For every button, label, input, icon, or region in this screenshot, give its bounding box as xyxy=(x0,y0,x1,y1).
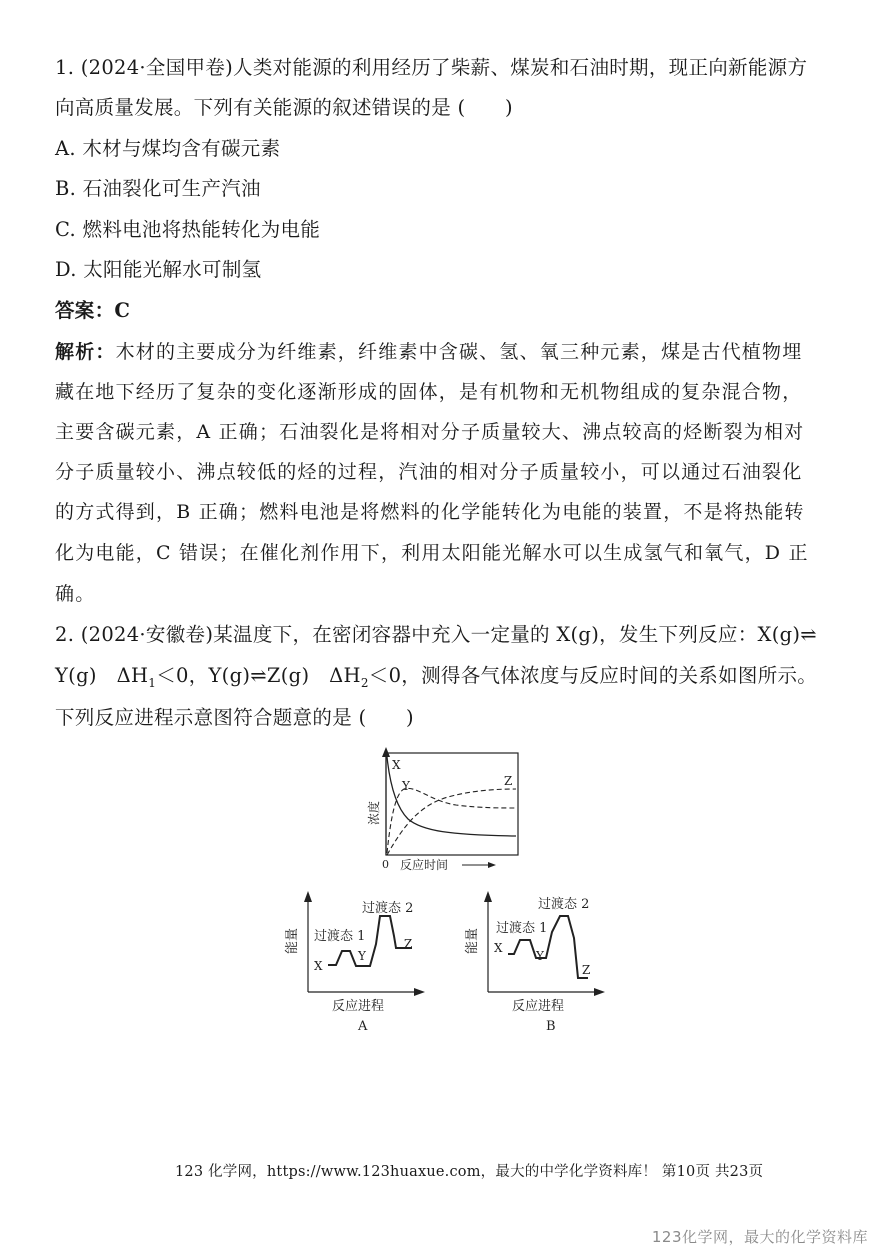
q1-analysis-line-4: 分子质量较小、沸点较低的烃的过程，汽油的相对分子质量较小，可以通过石油裂化 xyxy=(55,461,803,483)
energy-diagram-b xyxy=(462,888,612,1038)
series-z-label: Z xyxy=(504,774,513,788)
diagram-a-x-label: X xyxy=(314,959,323,973)
x-axis-label: 反应时间 xyxy=(400,858,449,872)
diagram-a-ts2-label: 过渡态 2 xyxy=(362,901,414,916)
q1-analysis-line-5: 的方式得到，B 正确；燃料电池是将燃料的化学能转化为电能的装置，不是将热能转 xyxy=(55,501,805,523)
q1-stem-line-1: 1. (2024·全国甲卷)人类对能源的利用经历了柴薪、煤炭和石油时期，现正向新能源方 xyxy=(55,56,808,79)
answer-value: C xyxy=(114,299,131,322)
q2-stem-line-1: 2. (2024·安徽卷)某温度下，在密闭容器中充入一定量的 X(g)，发生下列反应：X(g)⇌ xyxy=(55,623,817,646)
concentration-chart xyxy=(360,745,530,875)
diagram-a-y-arrow xyxy=(304,891,312,902)
diagram-a-ts1-label: 过渡态 1 xyxy=(314,929,366,944)
x-axis-arrow xyxy=(488,862,496,868)
q1-analysis-line-7: 确。 xyxy=(55,583,96,605)
diagram-b-caption: B xyxy=(546,1019,556,1034)
q1-analysis-line-3: 主要含碳元素，A 正确；石油裂化是将相对分子质量较大、沸点较高的烃断裂为相对 xyxy=(55,421,805,443)
diagram-b-x-arrow xyxy=(594,988,605,996)
chart-frame xyxy=(386,753,518,855)
q2-stem-line-3: 下列反应进程示意图符合题意的是 ( ) xyxy=(55,706,414,729)
series-z-line xyxy=(387,789,516,855)
q2-line2-part-b: ＜0，Y(g)⇌Z(g) ΔH xyxy=(156,664,361,687)
q2-line2-sub-2: 2 xyxy=(360,675,369,690)
q2-line2-sub-1: 1 xyxy=(148,675,157,690)
series-y-label: Y xyxy=(402,779,410,793)
diagram-a-y-label: Y xyxy=(358,949,366,963)
diagram-a-caption: A xyxy=(358,1019,368,1034)
diagram-b-z-label: Z xyxy=(582,963,591,977)
analysis-text: 木材的主要成分为纤维素，纤维素中含碳、氢、氧三种元素，煤是古代植物埋 xyxy=(115,341,803,363)
q1-option-d: D. 太阳能光解水可制氢 xyxy=(55,258,262,281)
answer-label: 答案： xyxy=(55,299,115,322)
diagram-a-x-arrow xyxy=(414,988,425,996)
series-y-line xyxy=(387,788,516,853)
diagram-a-y-axis-label: 能量 xyxy=(285,927,300,954)
q1-stem-line-2: 向高质量发展。下列有关能源的叙述错误的是 ( ) xyxy=(55,96,513,119)
q1-answer xyxy=(55,297,130,325)
q2-line2-part-c: ＜0，测得各气体浓度与反应时间的关系如图所示。 xyxy=(368,664,818,687)
q1-analysis-line-6: 化为电能，C 错误；在催化剂作用下，利用太阳能光解水可以生成氢气和氧气，D 正 xyxy=(55,542,809,564)
q2-stem-line-2 xyxy=(55,662,817,697)
q1-option-b: B. 石油裂化可生产汽油 xyxy=(55,177,261,200)
q1-analysis-line-2: 藏在地下经历了复杂的变化逐渐形成的固体，是有机物和无机物组成的复杂混合物， xyxy=(55,381,803,403)
diagram-b-x-label: X xyxy=(494,941,503,955)
diagram-b-y-label: Y xyxy=(536,949,544,963)
diagram-b-x-axis-label: 反应进程 xyxy=(512,999,565,1014)
q1-option-c: C. 燃料电池将热能转化为电能 xyxy=(55,218,321,241)
q2-line2-part-a: Y(g) ΔH xyxy=(55,664,149,687)
origin-label: 0 xyxy=(382,858,389,871)
diagram-b-ts2-label: 过渡态 2 xyxy=(538,897,590,912)
diagram-b-y-axis-label: 能量 xyxy=(465,927,480,954)
watermark-text: 123化学网，最大的化学资料库 xyxy=(651,1228,868,1246)
q1-option-a: A. 木材与煤均含有碳元素 xyxy=(55,137,281,160)
q1-analysis-line-1 xyxy=(55,338,802,366)
y-axis-label: 浓度 xyxy=(367,800,381,825)
diagram-b-ts1-label: 过渡态 1 xyxy=(496,921,548,936)
diagram-a-z-label: Z xyxy=(404,937,413,951)
analysis-label: 解析： xyxy=(55,341,116,363)
page-footer: 123 化学网，https://www.123huaxue.com，最大的中学化学资料库！ 第10页 共23页 xyxy=(175,1164,764,1180)
diagram-b-y-arrow xyxy=(484,891,492,902)
series-x-label: X xyxy=(392,758,401,772)
energy-diagram-a xyxy=(282,888,432,1038)
diagram-a-x-axis-label: 反应进程 xyxy=(332,999,385,1014)
